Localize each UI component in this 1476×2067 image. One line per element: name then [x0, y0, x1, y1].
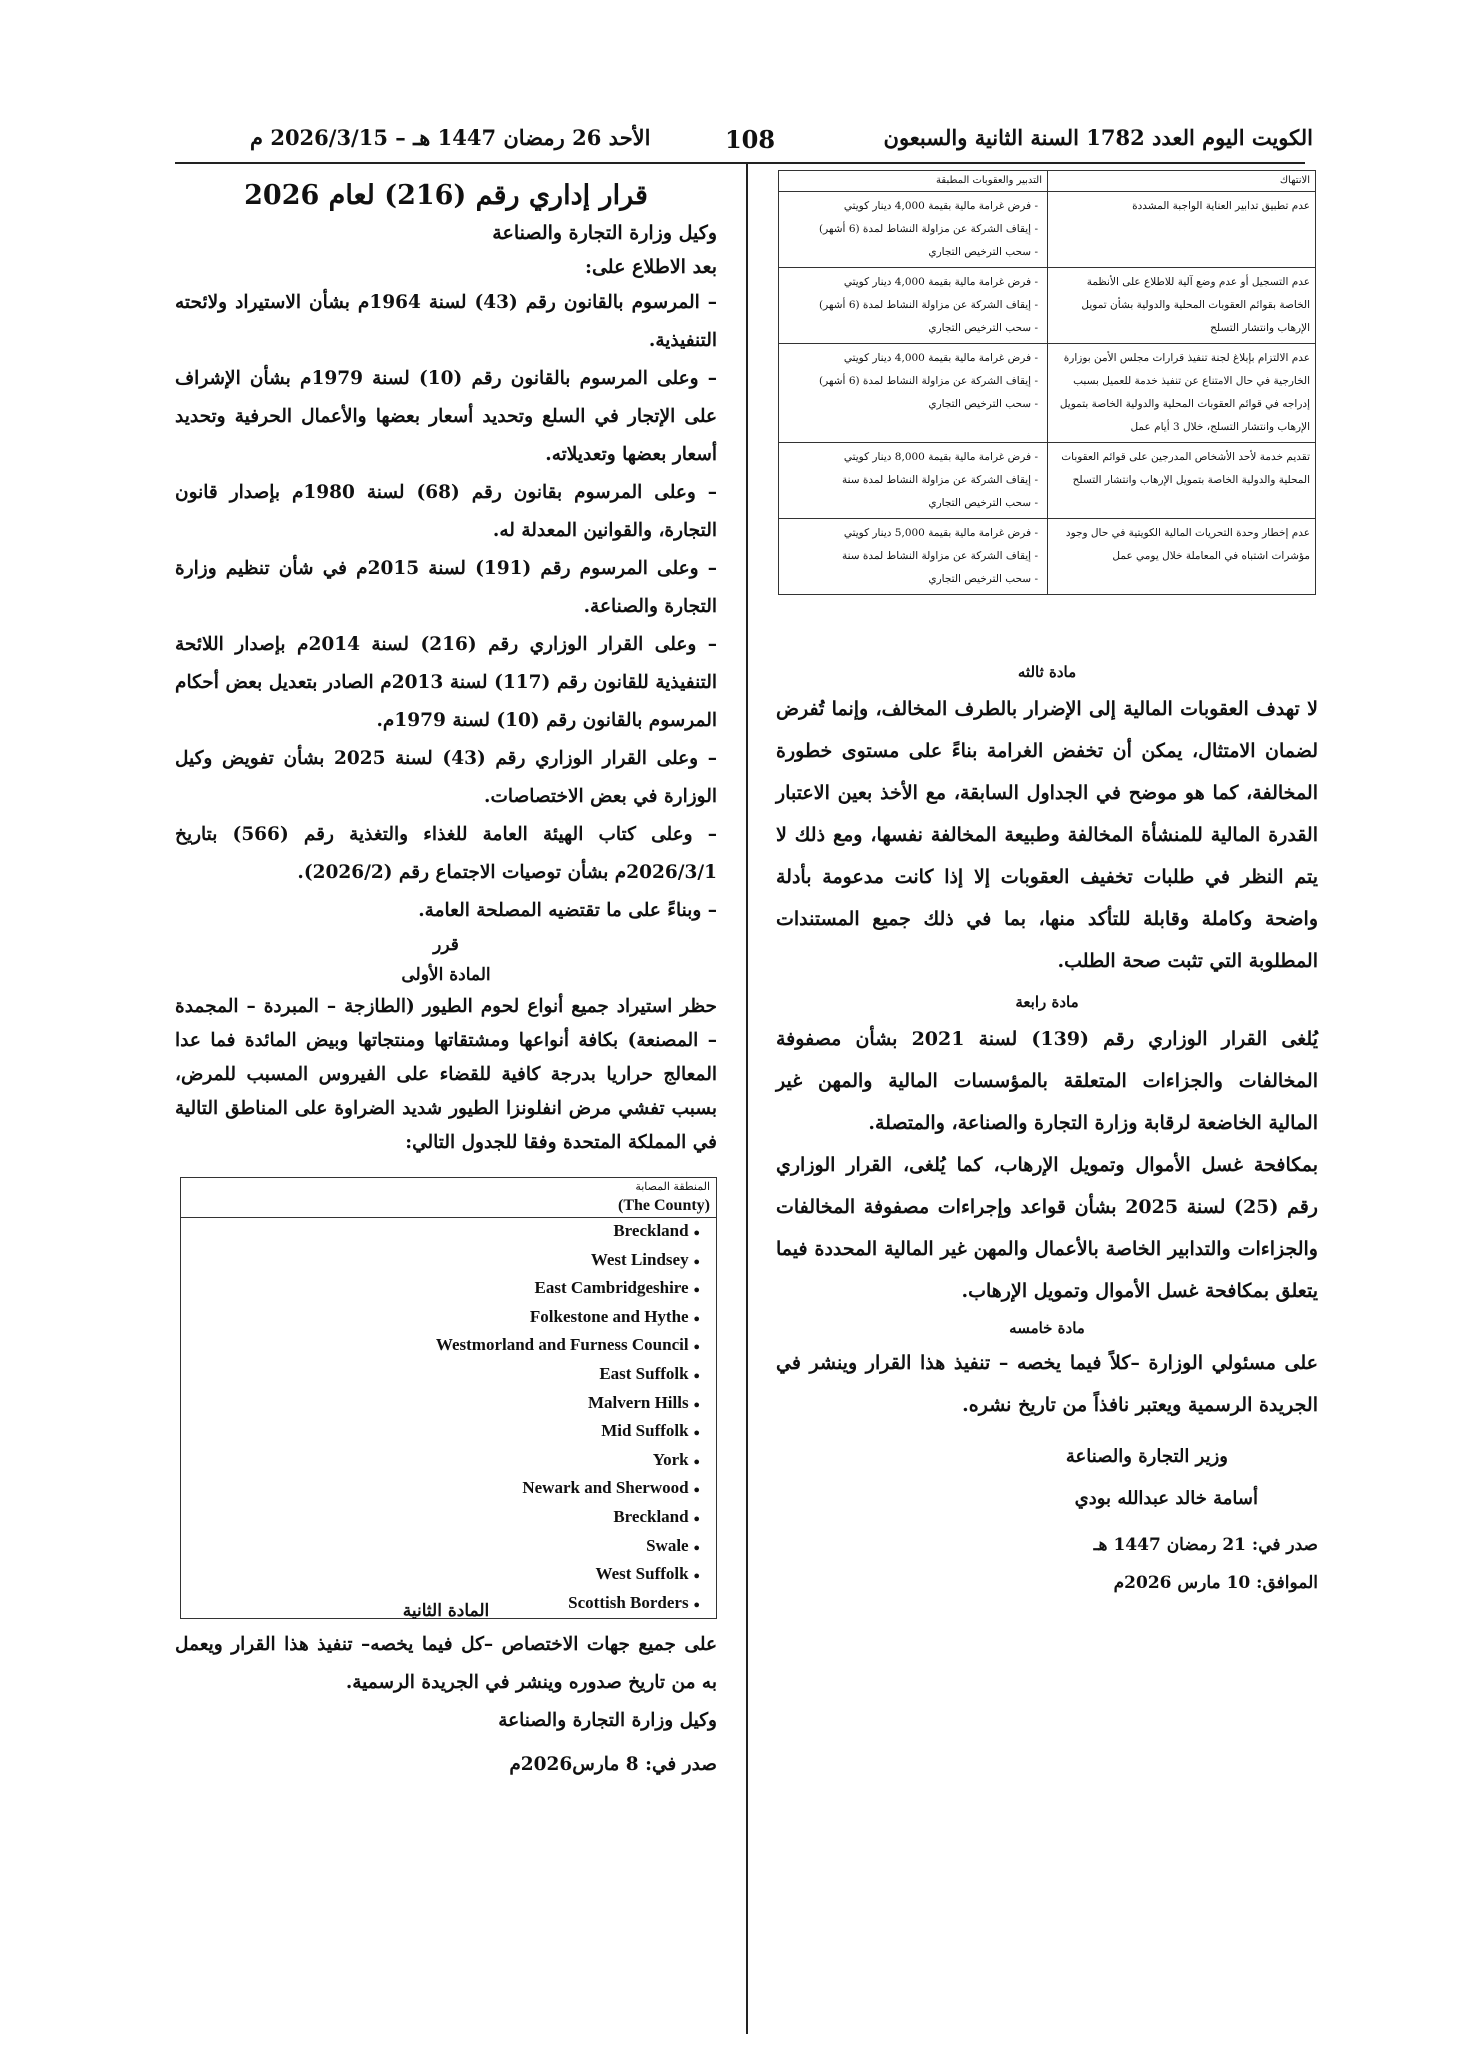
article4-text-1: يُلغى القرار الوزاري رقم (139) لسنة 2021 بشأن مصفوفة المخالفات والجزاءات المتعلقة بالمؤسسات المالية والمهن غير المالية الخاضعة لرقابة وزارة التجارة والصناعة، والمتصلة. [776, 1028, 1318, 1134]
county-table [180, 1177, 717, 1619]
page-number: 108 [724, 125, 776, 154]
preamble-item: – وعلى المرسوم بالقانون رقم (10) لسنة 1979م بشأن الإشراف على الإتجار في السلع وتحديد أسعار بعضها والأعمال الحرفية وتحديد أسعار بعضها وتعديلاته. [175, 368, 717, 465]
violation-cell: عدم تطبيق تدابير العناية الواجبة المشددة [1048, 192, 1316, 268]
violation-cell: عدم إخطار وحدة التحريات المالية الكويتية في حال وجود مؤشرات اشتباه في المعاملة خلال يومي عمل [1048, 519, 1316, 595]
corresponding-date: الموافق: 10 مارس 2026م [1113, 1573, 1318, 1593]
measure-item: - سحب الترخيص التجاري [784, 393, 1042, 416]
left-issued-date: صدر في: 8 مارس2026م [509, 1754, 717, 1775]
minister-name: أسامة خالد عبدالله بودي [1074, 1488, 1258, 1509]
table-header-row [779, 171, 1316, 192]
measure-item: - إيقاف الشركة عن مزاولة النشاط لمدة (6 أشهر) [784, 218, 1042, 241]
measure-item: - إيقاف الشركة عن مزاولة النشاط لمدة سنة [784, 545, 1042, 568]
county-item: Breckland ● [181, 1218, 716, 1247]
county-item: West Lindsey ● [181, 1247, 716, 1276]
county-header-en: (The County) [181, 1195, 716, 1218]
violation-cell: عدم الالتزام بإبلاغ لجنة تنفيذ قرارات مجلس الأمن بوزارة الخارجية في حال الامتناع عن تنفيذ خدمة للعميل بسبب إدراجه في قوائم العقوبات المحلية والدولية الخاصة بتمويل الإرهاب وانتشار التسلح، خلال 3 أيام عمل [1048, 344, 1316, 443]
measure-item: - سحب الترخيص التجاري [784, 317, 1042, 340]
measure-item: - سحب الترخيص التجاري [784, 568, 1042, 591]
measure-item: - فرض غرامة مالية بقيمة 5,000 دينار كويتي [784, 522, 1042, 545]
table-row [779, 268, 1316, 344]
decision-title: قرار إداري رقم (216) لعام 2026 [244, 180, 648, 211]
measures-cell [779, 443, 1048, 519]
article2-text: على جميع جهات الاختصاص –كل فيما يخصه– تنفيذ هذا القرار ويعمل به من تاريخ صدوره وينشر في الجريدة الرسمية. [175, 1634, 717, 1693]
measures-cell [779, 519, 1048, 595]
decision-issuer: وكيل وزارة التجارة والصناعة [492, 222, 717, 244]
header-violation: الانتهاك [1048, 171, 1316, 192]
county-item: East Cambridgeshire ● [181, 1275, 716, 1304]
decided-heading: قرر [433, 935, 459, 955]
table-row [779, 344, 1316, 443]
preamble-item: – وعلى كتاب الهيئة العامة للغذاء والتغذية رقم (566) بتاريخ 2026/3/1م بشأن توصيات الاجتماع رقم (2026/2). [175, 824, 717, 883]
measures-cell [779, 268, 1048, 344]
measure-item: - إيقاف الشركة عن مزاولة النشاط لمدة (6 أشهر) [784, 294, 1042, 317]
article5-text: على مسئولي الوزارة –كلاً فيما يخصه – تنفيذ هذا القرار وينشر في الجريدة الرسمية ويعتبر نافذاً من تاريخ نشره. [776, 1352, 1318, 1416]
article3-title: مادة ثالثه [1017, 663, 1077, 681]
county-item: Malvern Hills ● [181, 1390, 716, 1419]
issued-date: صدر في: 21 رمضان 1447 هـ [1093, 1535, 1318, 1555]
violation-cell: تقديم خدمة لأحد الأشخاص المدرجين على قوائم العقوبات المحلية والدولية الخاصة بتمويل الإرهاب وانتشار التسلح [1048, 443, 1316, 519]
measure-item: - فرض غرامة مالية بقيمة 4,000 دينار كويتي [784, 347, 1042, 370]
county-item: West Suffolk ● [181, 1561, 716, 1590]
table-row [779, 192, 1316, 268]
county-header-ar: المنطقة المصابة [635, 1180, 710, 1193]
table-row [779, 443, 1316, 519]
county-item: Swale ● [181, 1533, 716, 1562]
minister-title: وزير التجارة والصناعة [1065, 1446, 1228, 1467]
article1-text: حظر استيراد جميع أنواع لحوم الطيور (الطازجة – المبردة – المجمدة – المصنعة) بكافة أنواعها ومشتقاتها ومنتجاتها وبيض المائدة فما عدا المعالج حراريا بدرجة كافية للقضاء على الفيروس المسبب للمرض، بسبب تفشي مرض انفلونزا الطيور شديد الضراوة على المناطق التالية في المملكة المتحدة وفقا للجدول التالي: [175, 996, 717, 1153]
article5-title: مادة خامسه [1009, 1319, 1085, 1337]
county-item: Westmorland and Furness Council ● [181, 1332, 716, 1361]
left-column-body [175, 176, 717, 1160]
left-column-closing [175, 1596, 717, 1784]
header-date: الأحد 26 رمضان 1447 هـ – 2026/3/15 م [250, 125, 651, 150]
measure-item: - إيقاف الشركة عن مزاولة النشاط لمدة (6 أشهر) [784, 370, 1042, 393]
header-rule [175, 162, 1305, 164]
undersecretary-title: وكيل وزارة التجارة والصناعة [498, 1710, 717, 1731]
article2-title: المادة الثانية [402, 1601, 490, 1621]
right-column-body [776, 660, 1318, 1602]
table-row [779, 519, 1316, 595]
preamble-item: – وعلى المرسوم بقانون رقم (68) لسنة 1980م بإصدار قانون التجارة، والقوانين المعدلة له. [175, 482, 717, 541]
header-measures: التدبير والعقوبات المطبقة [779, 171, 1048, 192]
article4-text-2: بمكافحة غسل الأموال وتمويل الإرهاب، كما يُلغى، القرار الوزاري رقم (25) لسنة 2025 بشأن قواعد وإجراءات مصفوفة المخالفات والجزاءات والتدابير الخاصة بالأعمال والمهن غير المالية المحددة فيما يتعلق بمكافحة غسل الأموال وتمويل الإرهاب. [776, 1154, 1318, 1302]
measure-item: - فرض غرامة مالية بقيمة 8,000 دينار كويتي [784, 446, 1042, 469]
article1-title: المادة الأولى [401, 965, 491, 985]
county-item: Breckland ● [181, 1504, 716, 1533]
violations-table [778, 170, 1316, 595]
preamble-item: – وعلى القرار الوزاري رقم (43) لسنة 2025 بشأن تفويض وكيل الوزارة في بعض الاختصاصات. [175, 748, 717, 807]
county-item: East Suffolk ● [181, 1361, 716, 1390]
county-item: Newark and Sherwood ● [181, 1475, 716, 1504]
header-issue: الكويت اليوم العدد 1782 السنة الثانية والسبعون [883, 125, 1313, 150]
county-table-box [180, 1177, 717, 1619]
preamble-item: – وبناءً على ما تقتضيه المصلحة العامة. [418, 900, 717, 921]
county-item: Folkestone and Hythe ● [181, 1304, 716, 1333]
county-item: York ● [181, 1447, 716, 1476]
measure-item: - فرض غرامة مالية بقيمة 4,000 دينار كويتي [784, 271, 1042, 294]
preamble-item: – وعلى القرار الوزاري رقم (216) لسنة 2014م بإصدار اللائحة التنفيذية للقانون رقم (117) لسنة 2013م الصادر بتعديل بعض أحكام المرسوم بالقانون رقم (10) لسنة 1979م. [175, 634, 718, 731]
measure-item: - إيقاف الشركة عن مزاولة النشاط لمدة سنة [784, 469, 1042, 492]
county-item: Mid Suffolk ● [181, 1418, 716, 1447]
measure-item: - سحب الترخيص التجاري [784, 492, 1042, 515]
column-divider [746, 164, 748, 2034]
article4-title: مادة رابعة [1015, 993, 1079, 1011]
county-item: Scottish Borders ● [181, 1590, 716, 1619]
measure-item: - سحب الترخيص التجاري [784, 241, 1042, 264]
measures-cell [779, 344, 1048, 443]
article3-text: لا تهدف العقوبات المالية إلى الإضرار بالطرف المخالف، وإنما تُفرض لضمان الامتثال، يمكن أن تخفض الغرامة بناءً على مستوى خطورة المخالفة، كما هو موضح في الجداول السابقة، مع الأخذ بعين الاعتبار القدرة المالية للمنشأة المخالفة وطبيعة المخالفة نفسها، ومع ذلك لا يتم النظر في طلبات تخفيف العقوبات إلا إذا كانت مدعومة بأدلة واضحة وكاملة وقابلة للتأكد منها، بما في ذلك جميع المستندات المطلوبة التي تثبت صحة الطلب. [776, 698, 1318, 972]
preamble-item: – المرسوم بالقانون رقم (43) لسنة 1964م بشأن الاستيراد ولائحته التنفيذية. [175, 292, 718, 351]
violation-cell: عدم التسجيل أو عدم وضع آلية للاطلاع على الأنظمة الخاصة بقوائم العقوبات المحلية والدولية بشأن تمويل الإرهاب وانتشار التسلح [1048, 268, 1316, 344]
after-review: بعد الاطلاع على: [584, 256, 717, 278]
preamble-item: – وعلى المرسوم رقم (191) لسنة 2015م في شأن تنظيم وزارة التجارة والصناعة. [175, 558, 717, 617]
measures-cell [779, 192, 1048, 268]
measure-item: - فرض غرامة مالية بقيمة 4,000 دينار كويتي [784, 195, 1042, 218]
